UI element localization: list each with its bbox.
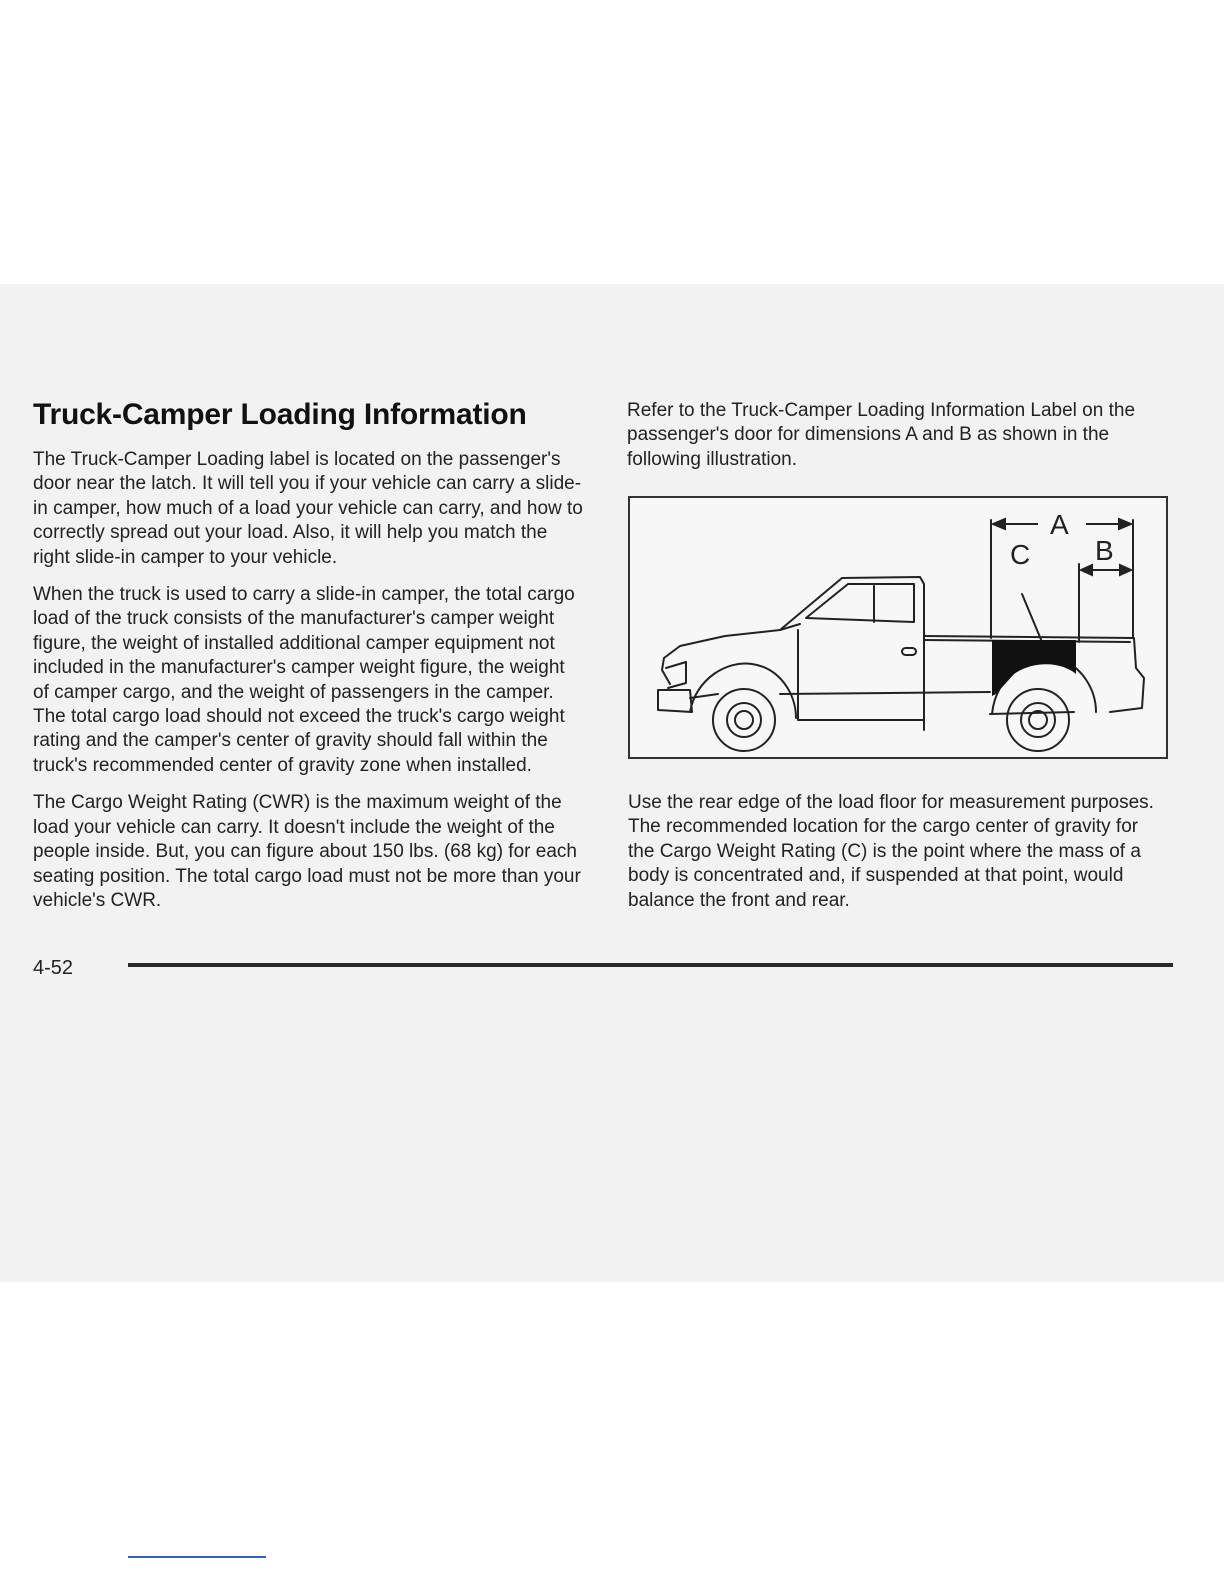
truck-door-outline <box>798 630 924 720</box>
cargo-center-leader-line <box>1022 594 1042 642</box>
truck-rear-tire <box>1007 689 1069 751</box>
bottom-divider <box>128 1556 266 1558</box>
truck-front-bumper <box>658 690 692 712</box>
truck-front-hub <box>727 703 761 737</box>
truck-body-line <box>780 692 990 694</box>
dimension-b-arrowhead-left <box>1081 565 1092 575</box>
truck-window-outline <box>806 584 914 622</box>
paragraph-total-cargo-load: When the truck is used to carry a slide-in camper, the total cargo load of the truck consists of the manufacturer's camper weight figure, the weight of installed additional camper equipment not included in the manufacturer's camper weight figure, the weight of camper cargo, and the weight of passengers in the camper. The total cargo load should not exceed the truck's cargo weight rating and the camper's center of gravity should fall within the truck's recommended center of gravity zone when installed. <box>33 584 575 776</box>
cargo-center-label: C <box>1010 539 1031 570</box>
dimension-b-arrowhead-right <box>1120 565 1131 575</box>
truck-illustration-svg <box>630 498 1166 757</box>
paragraph-cargo-weight-rating: The Cargo Weight Rating (CWR) is the maximum weight of the load your vehicle can carry. It doesn't include the weight of the people inside. But, you can figure about 150 lbs. (68 kg) for each seating position. The total cargo load must not be more than your vehicle's CWR. <box>33 792 581 911</box>
dimension-a-arrowhead-left <box>993 519 1005 529</box>
paragraph-measurement-purposes: Use the rear edge of the load floor for measurement purposes. The recommended location for the cargo center of gravity for the Cargo Weight Rating (C) is the point where the mass of a body is concentrated and, if suspended at that point, would balance the front and rear. <box>628 792 1154 911</box>
paragraph-label-location: The Truck-Camper Loading label is located on the passenger's door near the latch. It will tell you if your vehicle can carry a slide-in camper, how much of a load your vehicle can carry, and how to correctly spread out your load. Also, it will help you match the right slide-in camper to your vehicle. <box>33 449 583 568</box>
right-column-body <box>628 791 1168 926</box>
truck-front-hub-center <box>735 711 753 729</box>
truck-door-handle <box>902 648 916 655</box>
page-title: Truck-Camper Loading Information <box>33 398 527 431</box>
truck-hood-outline <box>662 624 800 684</box>
truck-rear-hub <box>1021 703 1055 737</box>
paragraph-refer-label: Refer to the Truck-Camper Loading Information Label on the passenger's door for dimensions A and B as shown in the following illustration. <box>627 400 1136 470</box>
right-column-intro <box>627 399 1167 485</box>
dimension-b-label: B <box>1095 535 1114 566</box>
cargo-center-of-gravity-zone <box>992 640 1076 696</box>
dimension-a-label: A <box>1050 509 1069 540</box>
truck-front-wheel-arch <box>690 663 796 718</box>
dimension-a-arrowhead-right <box>1119 519 1131 529</box>
truck-front-tire <box>713 689 775 751</box>
page-number: 4-52 <box>33 957 74 979</box>
truck-camper-illustration <box>628 496 1168 759</box>
footer-rule <box>128 963 1173 967</box>
left-column <box>33 448 583 926</box>
